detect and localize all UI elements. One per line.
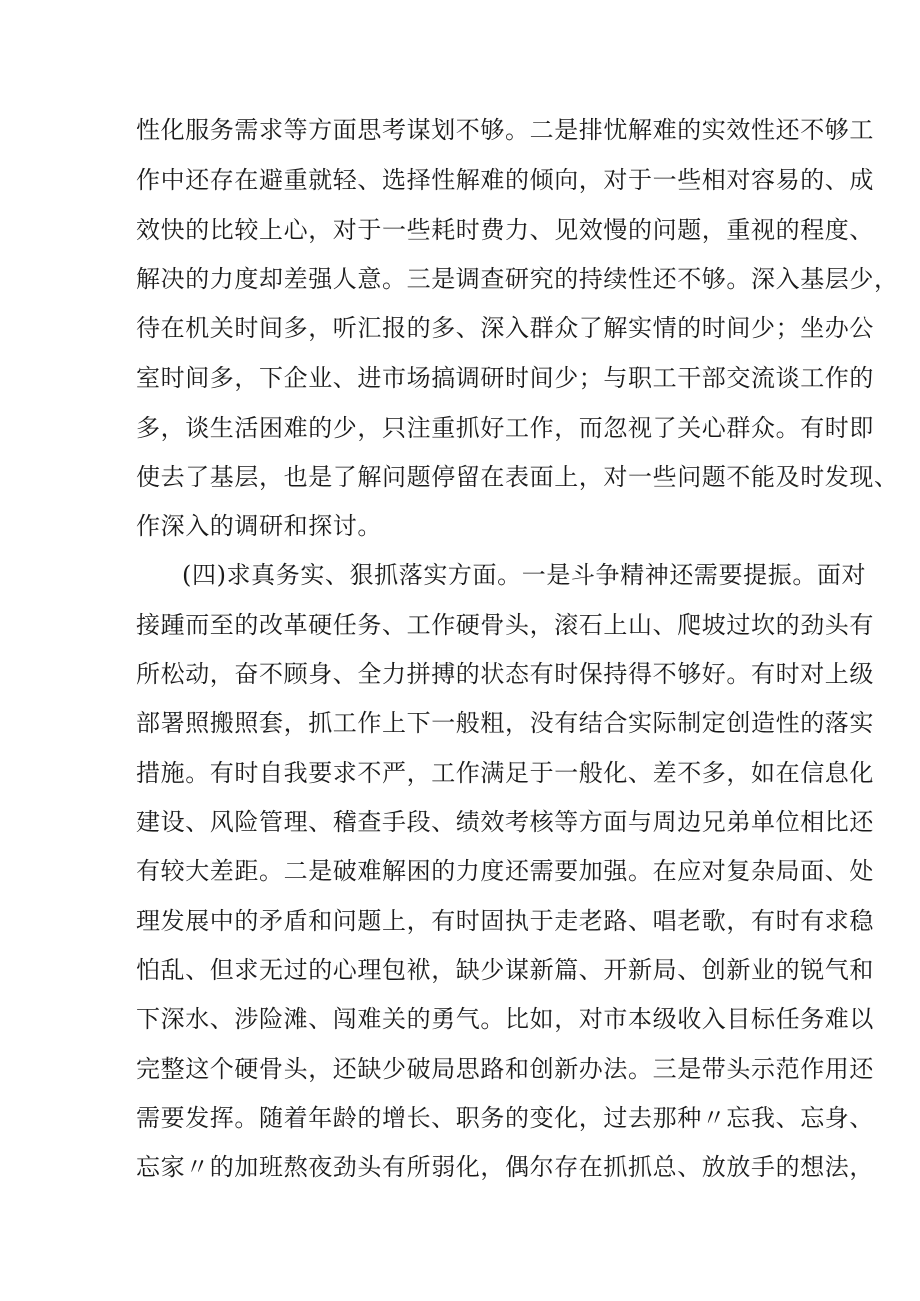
paragraph-line: 待在机关时间多，听汇报的多、深入群众了解实情的时间少；坐办公 (136, 314, 874, 342)
paragraph-line: 作中还存在避重就轻、选择性解难的倾向，对于一些相对容易的、成 (136, 166, 874, 194)
paragraph-line: 室时间多，下企业、进市场搞调研时间少；与职工干部交流谈工作的 (136, 364, 874, 392)
paragraph-line: (四)求真务实、狠抓落实方面。一是斗争精神还需要提振。面对 (182, 561, 867, 589)
paragraph-line: 建设、风险管理、稽查手段、绩效考核等方面与周边兄弟单位相比还 (136, 808, 874, 836)
paragraph-line: 作深入的调研和探讨。 (136, 512, 382, 540)
paragraph-line: 多，谈生活困难的少，只注重抓好工作，而忽视了关心群众。有时即 (136, 414, 874, 442)
paragraph-line: 下深水、涉险滩、闯难关的勇气。比如，对市本级收入目标任务难以 (136, 1005, 874, 1033)
paragraph-line: 部署照搬照套，抓工作上下一般粗，没有结合实际制定创造性的落实 (136, 709, 874, 737)
paragraph-line: 怕乱、但求无过的心理包袱，缺少谋新篇、开新局、创新业的锐气和 (136, 956, 874, 984)
paragraph-line: 接踵而至的改革硬任务、工作硬骨头，滚石上山、爬坡过坎的劲头有 (136, 611, 874, 639)
paragraph-line: 使去了基层，也是了解问题停留在表面上，对一些问题不能及时发现、 (136, 463, 899, 491)
paragraph-line: 性化服务需求等方面思考谋划不够。二是排忧解难的实效性还不够工 (136, 116, 874, 144)
paragraph-line: 措施。有时自我要求不严，工作满足于一般化、差不多，如在信息化 (136, 759, 874, 787)
paragraph-line: 忘家〃的加班熬夜劲头有所弱化，偶尔存在抓抓总、放放手的想法， (136, 1153, 874, 1181)
paragraph-line: 需要发挥。随着年龄的增长、职务的变化，过去那种〃忘我、忘身、 (136, 1104, 874, 1132)
paragraph-line: 效快的比较上心，对于一些耗时费力、见效慢的问题，重视的程度、 (136, 216, 874, 244)
paragraph-line: 完整这个硬骨头，还缺少破局思路和创新办法。三是带头示范作用还 (136, 1055, 874, 1083)
paragraph-line: 解决的力度却差强人意。三是调查研究的持续性还不够。深入基层少， (136, 265, 899, 293)
paragraph-line: 理发展中的矛盾和问题上，有时固执于走老路、唱老歌，有时有求稳 (136, 907, 874, 935)
paragraph-line: 有较大差距。二是破难解困的力度还需要加强。在应对复杂局面、处 (136, 857, 874, 885)
paragraph-line: 所松动，奋不顾身、全力拼搏的状态有时保持得不够好。有时对上级 (136, 660, 874, 688)
